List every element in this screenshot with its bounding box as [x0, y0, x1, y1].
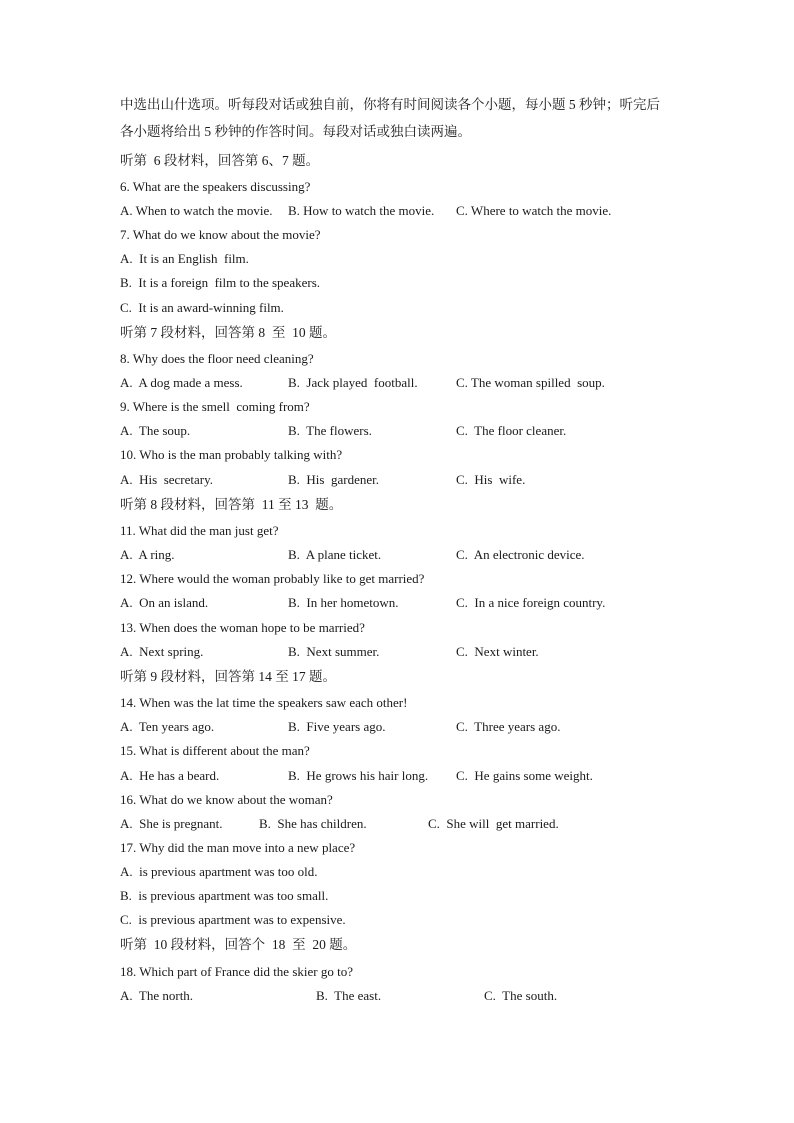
q18-option-a: A. The north.	[120, 988, 194, 1003]
q8-option-c: C. The woman spilled soup.	[456, 375, 605, 390]
question-18: 18. Which part of France did the skier go to?	[120, 964, 353, 979]
q7-option-a: A. It is an English film.	[120, 251, 249, 266]
q17-option-b: B. is previous apartment was too small.	[120, 888, 329, 903]
q9-option-c: C. The floor cleaner.	[456, 423, 567, 438]
q15-option-a: A. He has a beard.	[120, 768, 220, 783]
question-7: 7. What do we know about the movie?	[120, 227, 321, 242]
q12-option-b: B. In her hometown.	[288, 595, 399, 610]
section-heading: 听第 9 段材料，回答第 14 至 17 题。	[120, 669, 336, 684]
q8-option-a: A. A dog made a mess.	[120, 375, 243, 390]
instructions-line-2: 各小题将给出 5 秒钟的作答时间。每段对话或独白读两遍。	[120, 124, 471, 139]
q7-option-c: C. It is an award-winning film.	[120, 300, 284, 315]
q6-option-b: B. How to watch the movie.	[288, 203, 435, 218]
question-15: 15. What is different about the man?	[120, 743, 310, 758]
q15-option-b: B. He grows his hair long.	[288, 768, 429, 783]
question-10: 10. Who is the man probably talking with?	[120, 447, 343, 462]
question-14: 14. When was the lat time the speakers saw each other!	[120, 695, 408, 710]
q18-option-c: C. The south.	[484, 988, 558, 1003]
q7-option-b: B. It is a foreign film to the speakers.	[120, 275, 321, 290]
question-9: 9. Where is the smell coming from?	[120, 399, 310, 414]
q11-option-a: A. A ring.	[120, 547, 175, 562]
section-heading: 听第 10 段材料，回答个 18 至 20 题。	[120, 937, 357, 952]
q10-option-a: A. His secretary.	[120, 472, 214, 487]
section-heading: 听第 7 段材料，回答第 8 至 10 题。	[120, 325, 336, 340]
q6-option-c: C. Where to watch the movie.	[456, 203, 612, 218]
q15-option-c: C. He gains some weight.	[456, 768, 593, 783]
q14-option-c: C. Three years ago.	[456, 719, 561, 734]
q9-option-a: A. The soup.	[120, 423, 191, 438]
q16-option-b: B. She has children.	[259, 816, 367, 831]
q10-option-c: C. His wife.	[456, 472, 526, 487]
question-16: 16. What do we know about the woman?	[120, 792, 333, 807]
q12-option-c: C. In a nice foreign country.	[456, 595, 606, 610]
section-heading: 听第 6 段材料，回答第 6、7 题。	[120, 153, 320, 168]
question-8: 8. Why does the floor need cleaning?	[120, 351, 314, 366]
q16-option-c: C. She will get married.	[428, 816, 559, 831]
q9-option-b: B. The flowers.	[288, 423, 372, 438]
q16-option-a: A. She is pregnant.	[120, 816, 223, 831]
q11-option-b: B. A plane ticket.	[288, 547, 382, 562]
question-12: 12. Where would the woman probably like to get married?	[120, 571, 425, 586]
q14-option-a: A. Ten years ago.	[120, 719, 215, 734]
q11-option-c: C. An electronic device.	[456, 547, 585, 562]
q18-option-b: B. The east.	[316, 988, 382, 1003]
question-13: 13. When does the woman hope to be married?	[120, 620, 365, 635]
section-heading: 听第 8 段材料，回答第 11 至 13 题。	[120, 497, 343, 512]
question-17: 17. Why did the man move into a new place?	[120, 840, 356, 855]
q13-option-c: C. Next winter.	[456, 644, 539, 659]
q13-option-a: A. Next spring.	[120, 644, 204, 659]
q8-option-b: B. Jack played football.	[288, 375, 418, 390]
question-11: 11. What did the man just get?	[120, 523, 279, 538]
q12-option-a: A. On an island.	[120, 595, 209, 610]
q17-option-c: C. is previous apartment was to expensive.	[120, 912, 346, 927]
question-6: 6. What are the speakers discussing?	[120, 179, 311, 194]
q6-option-a: A. When to watch the movie.	[120, 203, 273, 218]
q10-option-b: B. His gardener.	[288, 472, 379, 487]
q13-option-b: B. Next summer.	[288, 644, 380, 659]
q14-option-b: B. Five years ago.	[288, 719, 386, 734]
q17-option-a: A. is previous apartment was too old.	[120, 864, 318, 879]
instructions-line-1: 中选出山什选项。听每段对话或独自前，你将有时间阅读各个小题，每小题 5 秒钟；听完后	[120, 97, 660, 112]
